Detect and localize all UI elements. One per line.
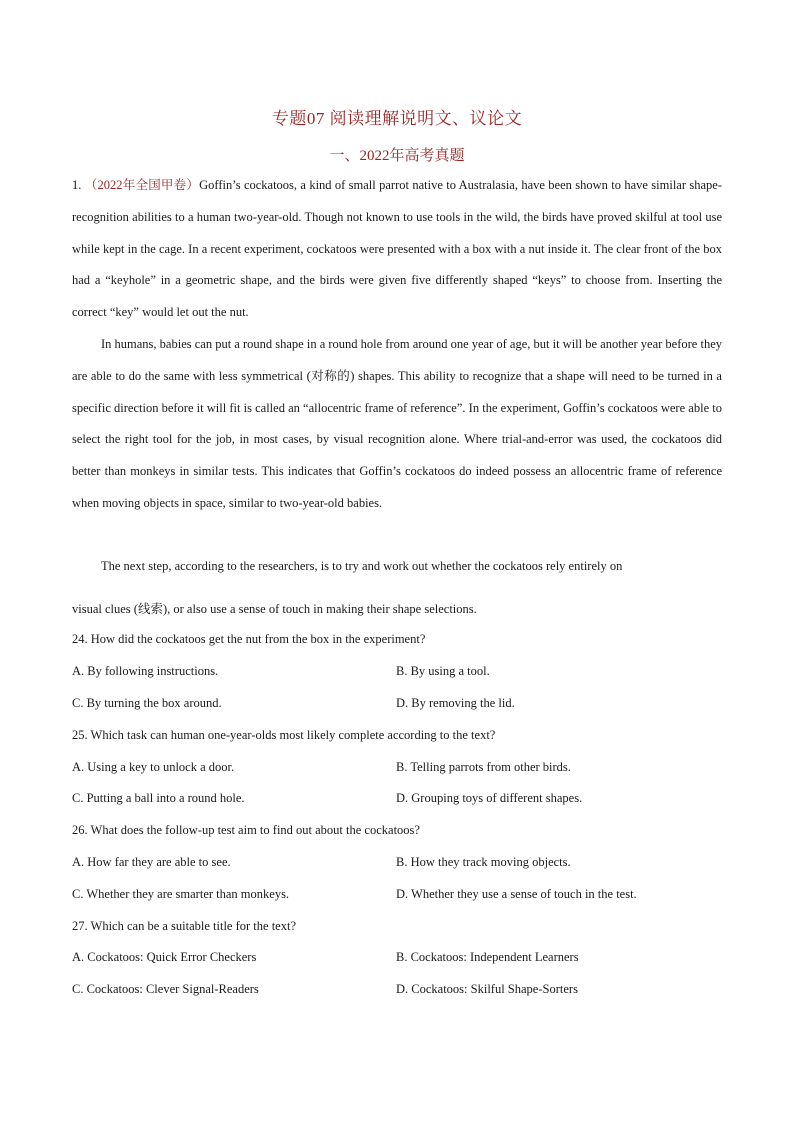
option-d: D. Grouping toys of different shapes. xyxy=(396,791,583,805)
option-b: B. How they track moving objects. xyxy=(396,855,571,869)
option-a: A. Using a key to unlock a door. xyxy=(72,760,235,774)
question-stem: 26. What does the follow-up test aim to find out about the cockatoos? xyxy=(72,823,420,837)
option-d: D. By removing the lid. xyxy=(396,696,515,710)
option-b: B. Telling parrots from other birds. xyxy=(396,760,571,774)
option-c: C. Putting a ball into a round hole. xyxy=(72,791,245,805)
option-b: B. Cockatoos: Independent Learners xyxy=(396,950,579,964)
paragraph-text: Goffin’s cockatoos, a kind of small parrot native to Australasia, have been shown to have similar shape-recognition abilities to a human two-year-old. Though not known to use tools in the wild, the birds have proved skilful at tool use while kept in the cage. In a recent experiment, cockatoos were presented with a box with a nut inside it. The clear front of the box had a “keyhole” in a geometric shape, and the birds were given five differently shaped “keys” to choose from. Inserting the correct “key” would let out the nut. xyxy=(72,178,722,320)
question-stem: 24. How did the cockatoos get the nut from the box in the experiment? xyxy=(72,632,426,646)
exam-source: （2022年全国甲卷） xyxy=(84,178,200,192)
question-number: 1. xyxy=(72,178,82,192)
question-stem: 25. Which task can human one-year-olds most likely complete according to the text? xyxy=(72,728,496,742)
option-a: A. Cockatoos: Quick Error Checkers xyxy=(72,950,257,964)
option-a: A. How far they are able to see. xyxy=(72,855,231,869)
option-d: D. Whether they use a sense of touch in the test. xyxy=(396,887,637,901)
option-c: C. By turning the box around. xyxy=(72,696,222,710)
passage-paragraph-3: The next step, according to the researchers, is to try and work out whether the cockatoos rely entirely on xyxy=(101,559,623,573)
option-a: A. By following instructions. xyxy=(72,664,219,678)
passage-paragraph-2: In humans, babies can put a round shape in a round hole from around one year of age, but it will be another year before they are able to do the same with less symmetrical (对称的) shapes. This ability to recognize that a shape will need to be turned in a specific direction before it will fit is called an “allocentric frame of reference”. In the experiment, Goffin’s cockatoos were able to select the right tool for the job, in most cases, by visual recognition alone. Where trial-and-error was used, the cockatoos did better than monkeys in similar tests. This indicates that Goffin’s cockatoos do indeed possess an allocentric frame of reference when moving objects in space, similar to two-year-old babies. xyxy=(72,337,722,510)
question-stem: 27. Which can be a suitable title for the text? xyxy=(72,919,296,933)
passage-paragraph-3-continued: visual clues (线索), or also use a sense of touch in making their shape selections. xyxy=(72,602,477,616)
page-title: 专题07 阅读理解说明文、议论文 xyxy=(271,109,523,128)
option-c: C. Whether they are smarter than monkeys. xyxy=(72,887,290,901)
option-b: B. By using a tool. xyxy=(396,664,490,678)
option-d: D. Cockatoos: Skilful Shape-Sorters xyxy=(396,982,578,996)
option-c: C. Cockatoos: Clever Signal-Readers xyxy=(72,982,259,996)
section-heading: 一、2022年高考真题 xyxy=(329,148,465,164)
passage-paragraph-1 xyxy=(72,170,722,329)
